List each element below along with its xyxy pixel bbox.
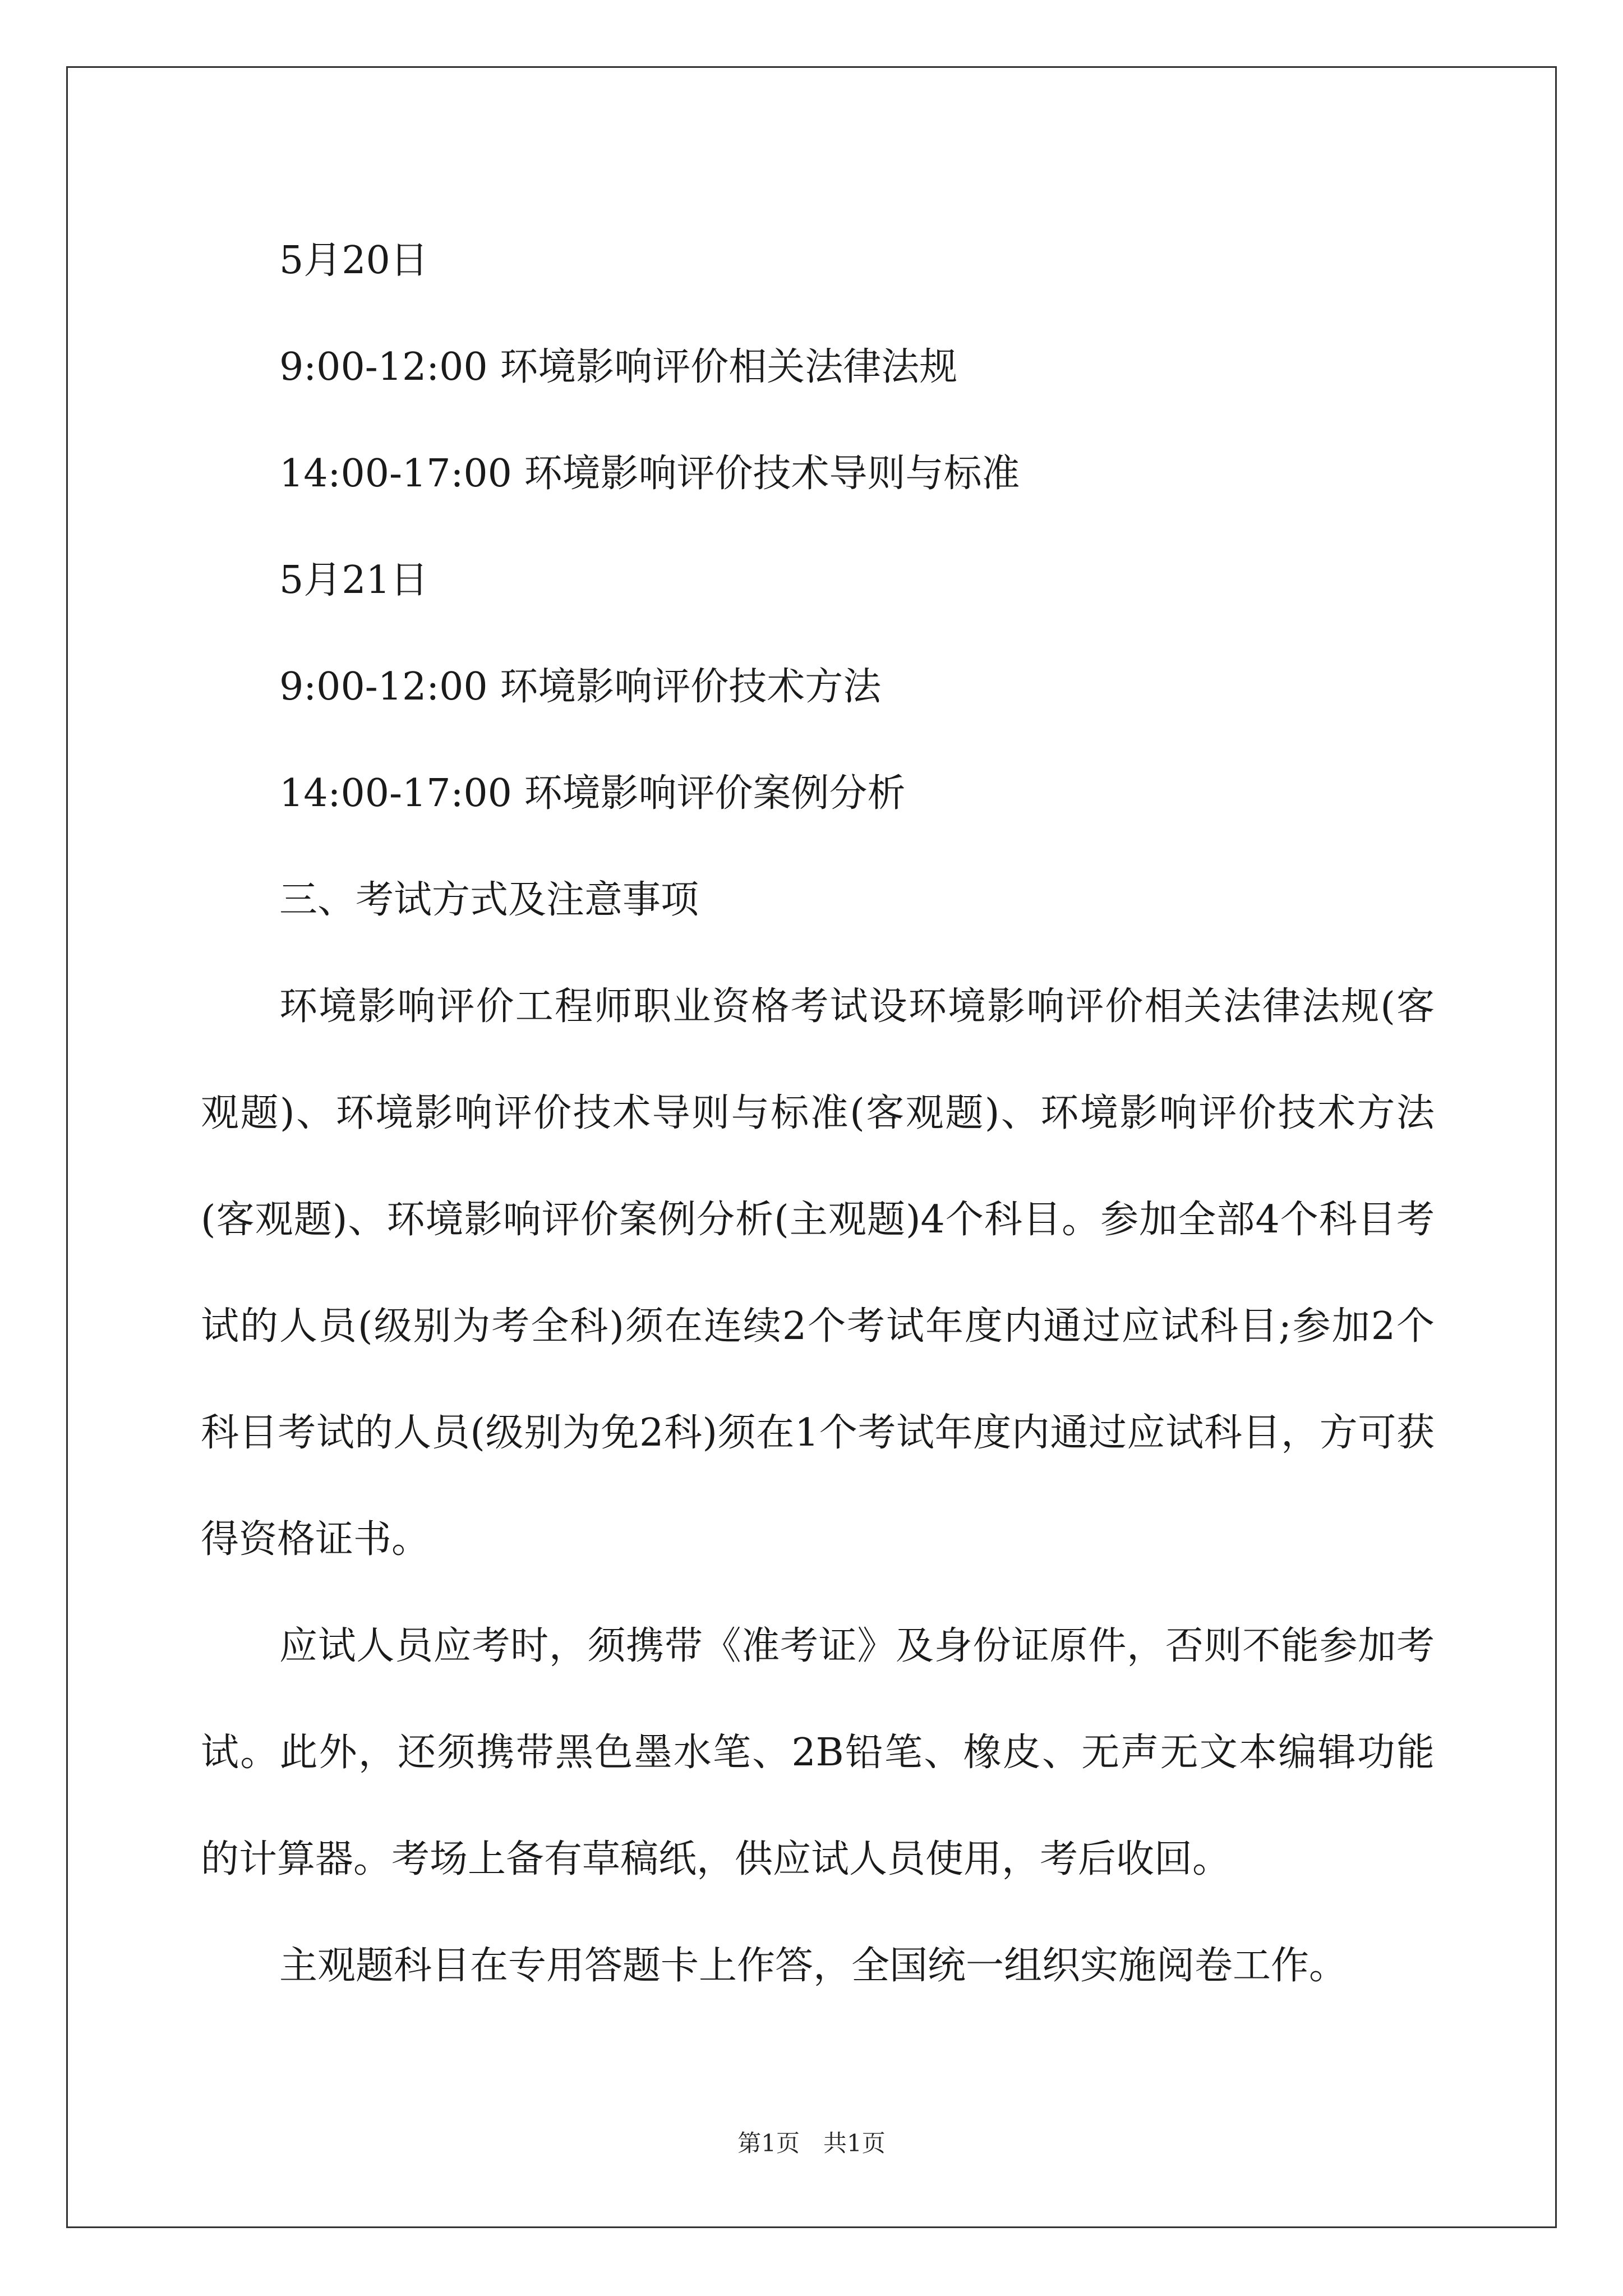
- paragraph-exam-requirements: 应试人员应考时，须携带《准考证》及身份证原件，否则不能参加考试。此外，还须携带黑色墨水笔、2B铅笔、橡皮、无声无文本编辑功能的计算器。考场上备有草稿纸，供应试人员使用，考后收回。: [201, 1624, 1435, 1881]
- schedule-item-afternoon-2: 14:00-17:00 环境影响评价案例分析: [279, 771, 906, 816]
- paragraph-grading: 主观题科目在专用答题卡上作答，全国统一组织实施阅卷工作。: [279, 1944, 1348, 1988]
- schedule-date-2: 5月21日: [279, 558, 428, 602]
- schedule-item-morning-2: 9:00-12:00 环境影响评价技术方法: [279, 665, 882, 709]
- schedule-item-morning-1: 9:00-12:00 环境影响评价相关法律法规: [279, 345, 958, 389]
- paragraph-exam-subjects: 环境影响评价工程师职业资格考试设环境影响评价相关法律法规(客观题)、环境影响评价技术导则与标准(客观题)、环境影响评价技术方法(客观题)、环境影响评价案例分析(主观题)4个科目。参加全部4个科目考试的人员(级别为考全科)须在连续2个考试年度内通过应试科目;参加2个科目考试的人员(级别为免2科)须在1个考试年度内通过应试科目，方可获得资格证书。: [201, 984, 1435, 1562]
- schedule-item-afternoon-1: 14:00-17:00 环境影响评价技术导则与标准: [279, 452, 1020, 496]
- document-body: [201, 208, 1435, 2019]
- section-heading: 三、考试方式及注意事项: [279, 878, 699, 922]
- page-footer: 第1页 共1页: [737, 2129, 886, 2157]
- schedule-date-1: 5月20日: [279, 238, 428, 283]
